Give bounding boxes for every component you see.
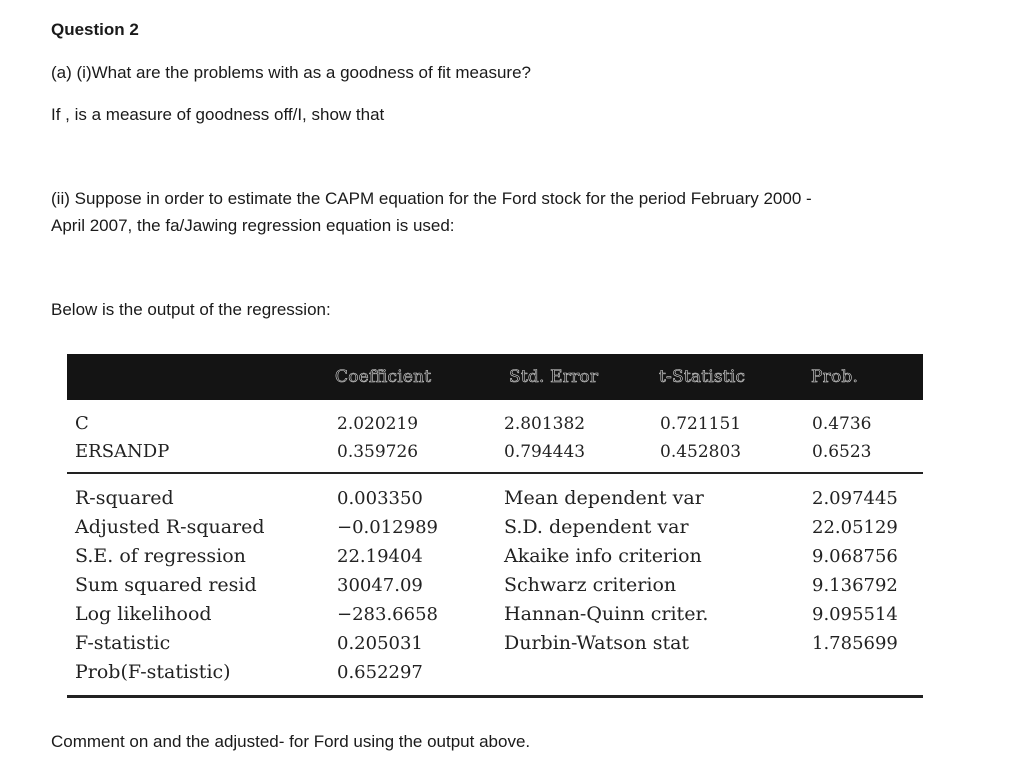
row-c-t-statistic: 0.721151 [660,414,742,434]
question-if-line: If , is a measure of goodness off/I, show that [51,105,385,124]
stat-value-akaike: 9.068756 [812,546,898,567]
stat-label-log-likelihood: Log likelihood [75,603,212,625]
row-c-variable: C [75,413,89,434]
row-c-std-error: 2.801382 [504,414,586,434]
stat-label-sd-dependent-var: S.D. dependent var [504,516,689,538]
comment-instruction: Comment on and the adjusted- for Ford using the output above. [51,732,531,751]
stat-label-durbin-watson: Durbin-Watson stat [504,632,690,654]
stat-value-f-statistic: 0.205031 [337,633,423,654]
stat-label-se-regression: S.E. of regression [75,545,246,567]
below-output-label: Below is the output of the regression: [51,300,331,319]
stat-value-mean-dependent-var: 2.097445 [812,488,898,509]
column-header-t-statistic: t-Statistic [659,367,746,387]
stat-value-r-squared: 0.003350 [337,488,423,509]
column-header-prob: Prob. [811,367,859,387]
stat-label-adjusted-r-squared: Adjusted R-squared [75,516,265,538]
row-ersandp-coefficient: 0.359726 [337,442,419,462]
stat-value-se-regression: 22.19404 [337,546,423,567]
question-part-ii-line1: (ii) Suppose in order to estimate the CAPM equation for the Ford stock for the period February 2000 - [51,189,812,208]
stat-value-schwarz: 9.136792 [812,575,898,596]
stat-label-r-squared: R-squared [75,487,174,509]
table-divider [67,472,923,474]
stat-value-durbin-watson: 1.785699 [812,633,898,654]
stat-value-log-likelihood: −283.6658 [337,604,438,625]
stat-label-schwarz: Schwarz criterion [504,574,677,596]
table-bottom-rule [67,695,923,698]
row-ersandp-t-statistic: 0.452803 [660,442,742,462]
question-part-a: (a) (i)What are the problems with as a goodness of fit measure? [51,63,531,82]
row-ersandp-std-error: 0.794443 [504,442,586,462]
question-part-ii-line2: April 2007, the fa/Jawing regression equation is used: [51,216,455,235]
regression-header-bar [67,354,923,400]
stat-label-f-statistic: F-statistic [75,632,171,654]
stat-label-mean-dependent-var: Mean dependent var [504,487,704,509]
stat-value-sum-squared-resid: 30047.09 [337,575,423,596]
stat-value-hannan-quinn: 9.095514 [812,604,898,625]
stat-label-sum-squared-resid: Sum squared resid [75,574,257,596]
stat-value-sd-dependent-var: 22.05129 [812,517,898,538]
row-ersandp-prob: 0.6523 [812,442,872,462]
stat-value-prob-f-statistic: 0.652297 [337,662,423,683]
column-header-coefficient: Coefficient [335,367,432,387]
question-heading: Question 2 [51,20,139,39]
row-c-coefficient: 2.020219 [337,414,419,434]
stat-label-akaike: Akaike info criterion [504,545,702,567]
stat-value-adjusted-r-squared: −0.012989 [337,517,438,538]
stat-label-prob-f-statistic: Prob(F-statistic) [75,661,231,683]
regression-output [61,346,929,710]
row-ersandp-variable: ERSANDP [75,441,170,462]
stat-label-hannan-quinn: Hannan-Quinn criter. [504,603,709,625]
column-header-std-error: Std. Error [509,367,599,387]
row-c-prob: 0.4736 [812,414,872,434]
